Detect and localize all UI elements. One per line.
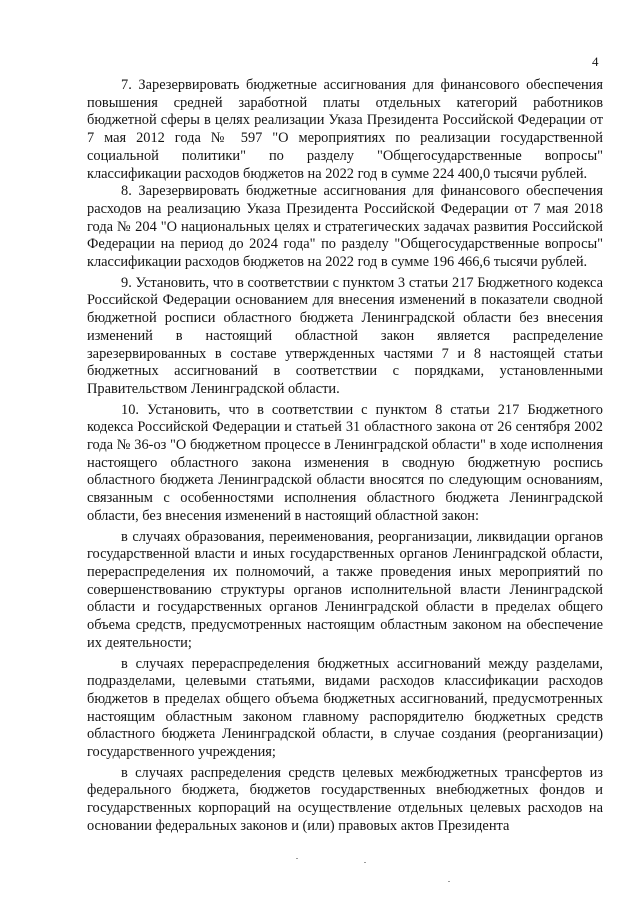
list-item-transfers: в случаях распределения средств целевых межбюджетных трансфертов из федерального бюджета, бюджетов государственных внебюджетных фондов и государственных корпораций на осуществление отдельных целевых расходов на основании федеральных законов и (или) правовых актов Президента [87, 764, 603, 834]
document-body [87, 77, 603, 836]
list-item-reallocation: в случаях перераспределения бюджетных ассигнований между разделами, подразделами, целевыми статьями, видами расходов классификации расходов бюджетов в пределах общего объема бюджетных ассигнований, предусмотренных настоящим областным законом главному распорядителю бюджетных средств областного бюджета Ленинградской области, в случае создания (реорганизации) государственного учреждения; [87, 655, 603, 761]
list-item-reorganization: в случаях образования, переименования, реорганизации, ликвидации органов государственной власти и иных государственных органов Ленинградской области, перераспределения их полномочий, а также проведения иных мероприятий по совершенствованию структуры органов исполнительной власти Ленинградской области и государственных органов Ленинградской области в пределах общего объема средств, предусмотренных настоящим областным законом на обеспечение их деятельности; [87, 528, 603, 651]
paragraph-item-10: 10. Установить, что в соответствии с пунктом 8 статьи 217 Бюджетного кодекса Российской Федерации и статьей 31 областного закона от 26 сентября 2002 года № 36-оз "О бюджетном процессе в Ленинградской области" в ходе исполнения настоящего областного закона изменения в сводную бюджетную роспись областного бюджета Ленинградской области вносятся по следующим основаниям, связанным с особенностями исполнения областного бюджета Ленинградской области, без внесения изменений в настоящий областной закон: [87, 401, 603, 524]
page-number: 4 [592, 54, 599, 69]
paragraph-item-9: 9. Установить, что в соответствии с пунктом 3 статьи 217 Бюджетного кодекса Российской Федерации основанием для внесения изменений в показатели сводной бюджетной росписи областного бюджета Ленинградской области без внесения изменений в настоящий областной закон является распределение зарезервированных в составе утвержденных частями 7 и 8 настоящей статьи бюджетных ассигнований в соответствии с порядками, установленными Правительством Ленинградской области. [87, 274, 603, 397]
scan-speck [364, 862, 366, 863]
paragraph-item-7: 7. Зарезервировать бюджетные ассигнования для финансового обеспечения повышения средней заработной платы отдельных категорий работников бюджетной сферы в целях реализации Указа Президента Российской Федерации от 7 мая 2012 года № 597 "О мероприятиях по реализации государственной социальной политики" по разделу "Общегосударственные вопросы" классификации расходов бюджетов на 2022 год в сумме 224 400,0 тысячи рублей. [87, 77, 603, 182]
scan-speck [448, 881, 450, 882]
paragraph-item-8: 8. Зарезервировать бюджетные ассигнования для финансового обеспечения расходов на реализацию Указа Президента Российской Федерации от 7 мая 2018 года № 204 "О национальных целях и стратегических задачах развития Российской Федерации на период до 2024 года" по разделу "Общегосударственные вопросы" классификации расходов бюджетов на 2022 год в сумме 196 466,6 тысячи рублей. [87, 183, 603, 271]
scan-speck [296, 858, 298, 859]
